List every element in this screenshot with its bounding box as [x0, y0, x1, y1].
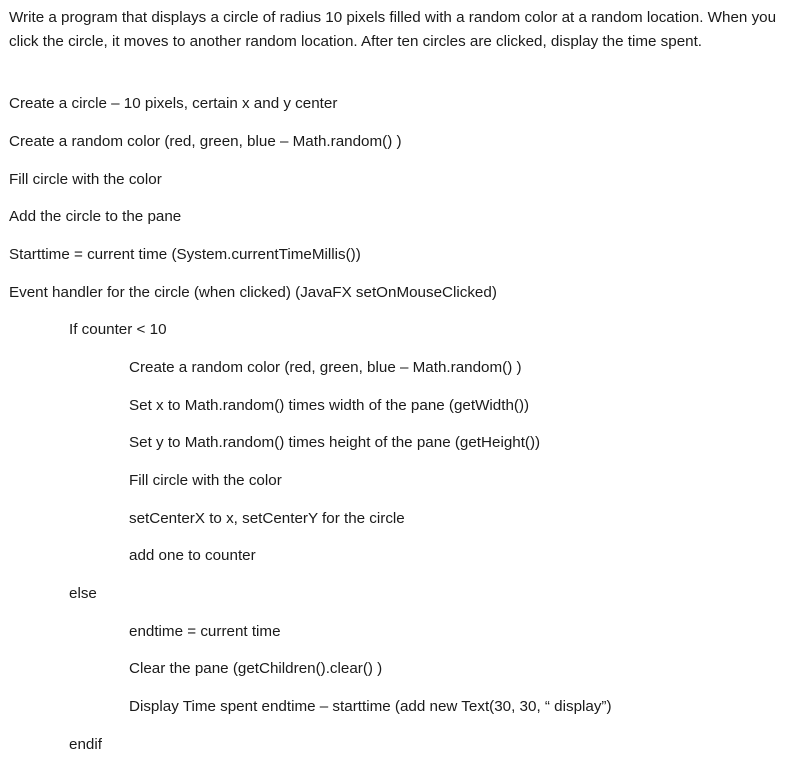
step-event-handler: Event handler for the circle (when clicked) (JavaFX setOnMouseClicked): [9, 284, 497, 301]
if-step-set-center: setCenterX to x, setCenterY for the circle: [129, 510, 405, 527]
if-step-set-x: Set x to Math.random() times width of the pane (getWidth()): [129, 397, 530, 414]
step-starttime: Starttime = current time (System.currentTimeMillis()): [9, 246, 361, 263]
if-step-random-color: Create a random color (red, green, blue – Math.random() ): [129, 359, 522, 376]
else-line: else: [69, 585, 97, 602]
if-step-fill-circle: Fill circle with the color: [129, 472, 282, 489]
else-step-clear-pane: Clear the pane (getChildren().clear() ): [129, 660, 383, 677]
assignment-description: Write a program that displays a circle of radius 10 pixels filled with a random color at a random location. When you click the circle, it moves to another random location. After ten circles are clicked, display the time spent.: [9, 9, 777, 50]
if-step-increment-counter: add one to counter: [129, 547, 256, 564]
step-random-color: Create a random color (red, green, blue – Math.random() ): [9, 133, 402, 150]
else-step-display-time: Display Time spent endtime – starttime (add new Text(30, 30, “ display”): [129, 698, 612, 715]
else-step-endtime: endtime = current time: [129, 623, 281, 640]
step-create-circle: Create a circle – 10 pixels, certain x and y center: [9, 95, 338, 112]
step-fill-circle: Fill circle with the color: [9, 171, 162, 188]
step-add-to-pane: Add the circle to the pane: [9, 208, 182, 225]
endif-line: endif: [69, 736, 102, 753]
if-condition-line: If counter < 10: [69, 321, 167, 338]
if-step-set-y: Set y to Math.random() times height of the pane (getHeight()): [129, 434, 541, 451]
